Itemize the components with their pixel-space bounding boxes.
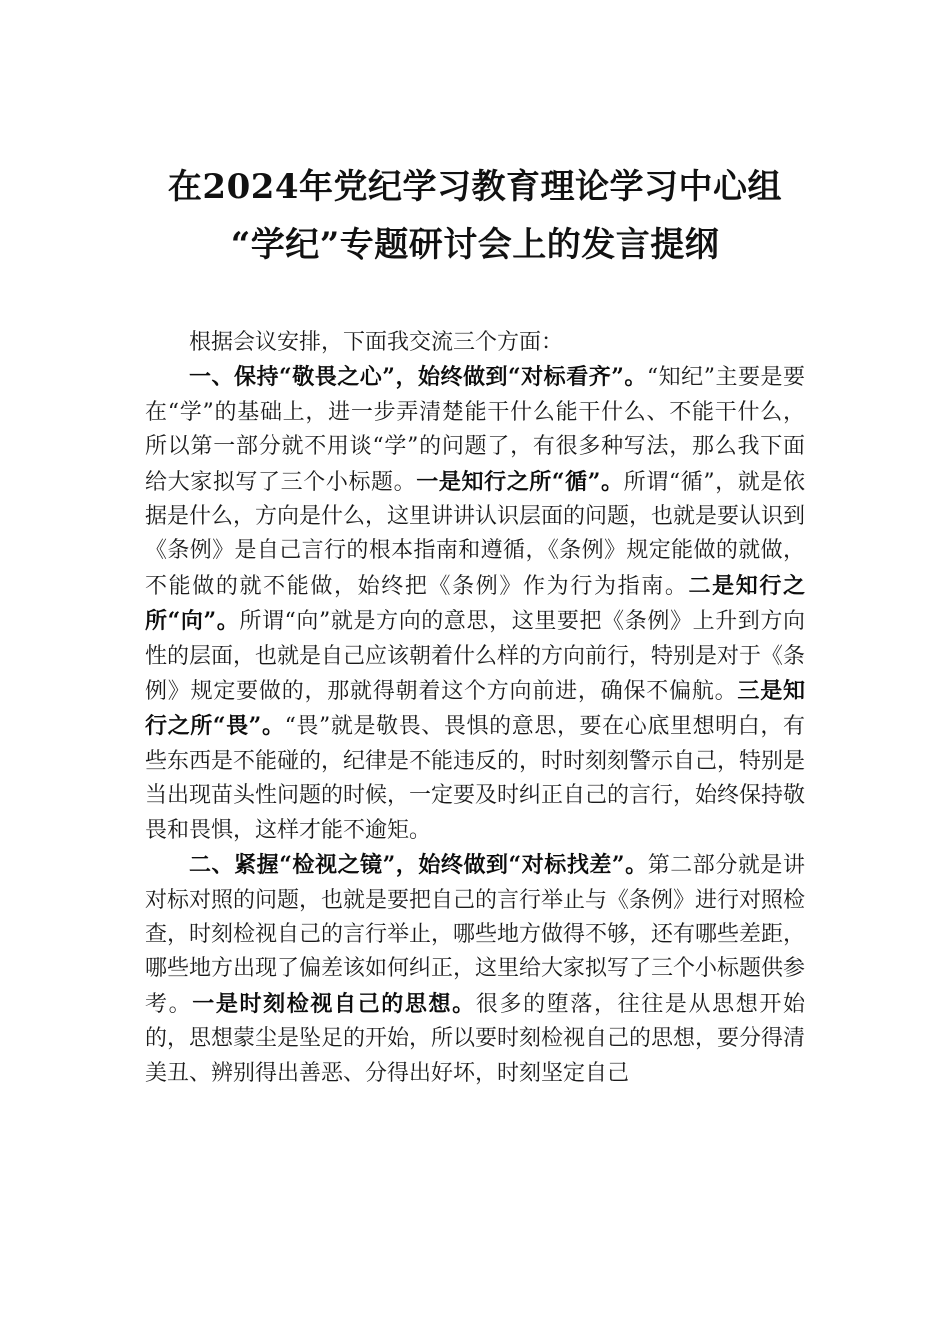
section-1-text-2: 所谓“循”，就是依据是什么，方向是什么，这里讲讲认识层面的问题，也就是要认识到《条例》是自己言行的根本指南和遵循，《条例》规定能做的就做，不能做的就不能做，始终把《条例》作为行为指南。 [145, 469, 806, 599]
section-2-paragraph [145, 848, 805, 1091]
document-title [100, 158, 850, 274]
section-1-text-3: 所谓“向”就是方向的意思，这里要把《条例》上升到方向性的层面，也就是自己应该朝着什么样的方向前行，特别是对于《条例》规定要做的，那就得朝着这个方向前进，确保不偏航。 [145, 609, 806, 705]
title-line-1: 在2024年党纪学习教育理论学习中心组 [167, 167, 783, 207]
section-1-text-4: “畏”就是敬畏、畏惧的意思，要在心底里想明白，有些东西是不能碰的，纪律是不能违反的，时时刻刻警示自己，特别是当出现苗头性问题的时候，一定要及时纠正自己的言行，始终保持敬畏和畏惧，这样才能不逾矩。 [145, 714, 806, 843]
title-line-2: “学纪”专题研讨会上的发言提纲 [230, 225, 720, 265]
intro-text: 根据会议安排，下面我交流三个方面： [189, 330, 564, 355]
section-1-text-1: “知纪”主要是要在“学”的基础上，进一步弄清楚能干什么能干什么、不能干什么，所以第一部分就不用谈“学”的问题了，有很多种写法，那么我下面给大家拟写了三个小标题。 [145, 365, 805, 495]
section-1-point-1: 一是知行之所“循”。 [416, 468, 624, 495]
section-2-heading: 二、紧握“检视之镜”，始终做到“对标找差”。 [189, 852, 648, 879]
section-2-text-1: 第二部分就是讲对标对照的问题，也就是要把自己的言行举止与《条例》进行对照检查，时刻检视自己的言行举止，哪些地方做得不够，还有哪些差距，哪些地方出现了偏差该如何纠正，这里给大家拟写了三个小标题供参考。 [145, 853, 806, 1017]
section-1-paragraph [145, 360, 805, 848]
section-1-point-2: 二是知行之所“向”。 [145, 572, 805, 635]
document-body [145, 326, 805, 1091]
section-2-text-2: 很多的堕落，往往是从思想开始的，思想蒙尘是坠足的开始，所以要时刻检视自己的思想，要分得清美丑、辨别得出善恶、分得出好坏，时刻坚定自己 [145, 991, 806, 1086]
section-1-point-3: 三是知行之所“畏”。 [145, 678, 805, 740]
section-2-point-1: 一是时刻检视自己的思想。 [192, 990, 476, 1017]
section-1-heading: 一、保持“敬畏之心”，始终做到“对标看齐”。 [189, 364, 647, 391]
intro-paragraph [145, 326, 805, 360]
